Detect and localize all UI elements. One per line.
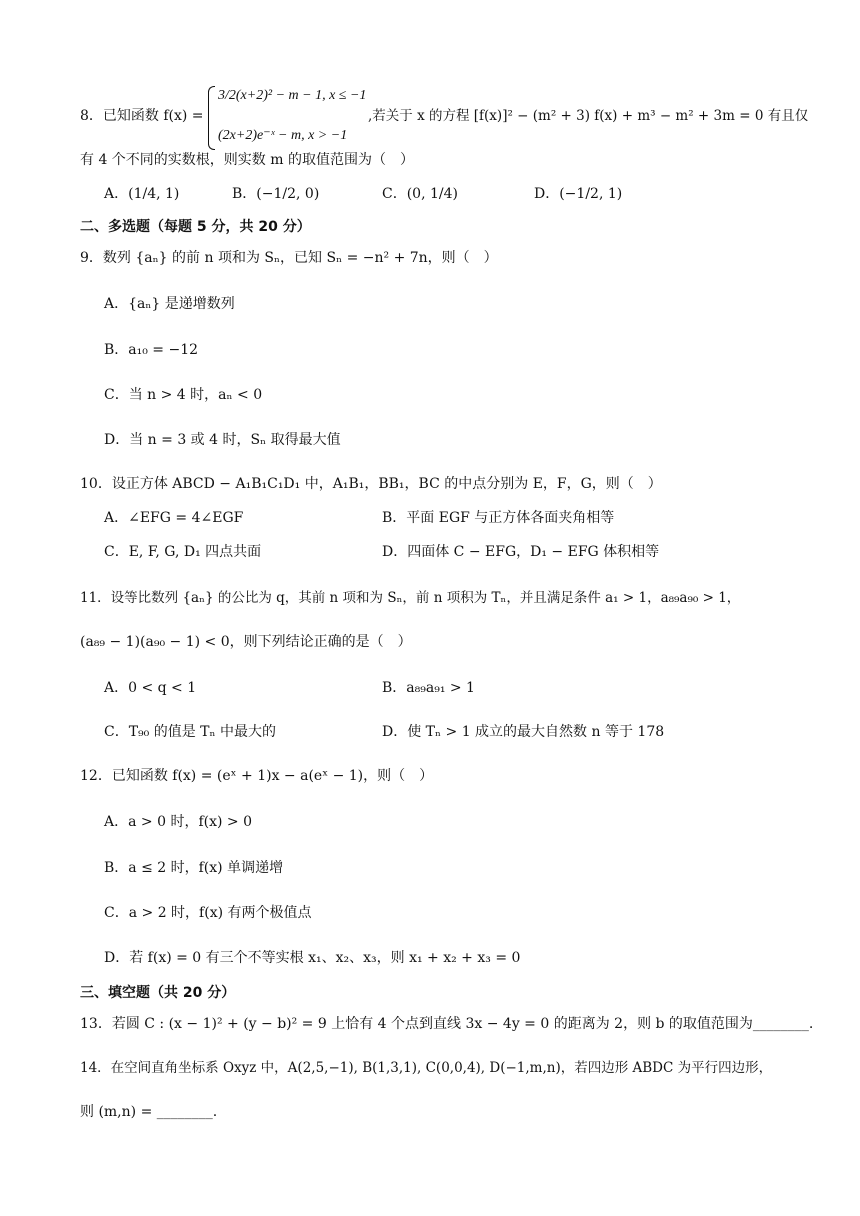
q11-option-a: A．0 < q < 1: [104, 680, 197, 696]
q14-line1: 14．在空间直角坐标系 Oxyz 中，A(2,5,−1), B(1,3,1), C(0,0,4), D(−1,m,n)，若四边形 ABDC 为平行四边形，: [80, 1060, 773, 1076]
q13-text: 13．若圆 C : (x − 1)² + (y − b)² = 9 上恰有 4 个点到直线 3x − 4y = 0 的距离为 2，则 b 的取值范围为________.: [80, 1016, 814, 1032]
q9-stem: 9．数列 {aₙ} 的前 n 项和为 Sₙ，已知 Sₙ = −n² + 7n，则（ ）: [80, 250, 498, 266]
q8-suffix: ,若关于 x 的方程 [f(x)]² − (m² + 3) f(x) + m³ − m² + 3m = 0 有且仅: [368, 108, 809, 124]
q9-option-b: B．a₁₀ = −12: [104, 342, 199, 358]
piecewise-brace: [208, 86, 215, 150]
q9-option-c: C．当 n > 4 时，aₙ < 0: [104, 387, 263, 403]
q10-option-b: B．平面 EGF 与正方体各面夹角相等: [382, 510, 615, 526]
section-heading-multiple-choice: 二、多选题（每题 5 分，共 20 分）: [80, 219, 311, 235]
q14-line2: 则 (m,n) = ________.: [80, 1104, 218, 1120]
q8-option-c: C．(0, 1/4): [382, 186, 458, 202]
q9-option-a: A．{aₙ} 是递增数列: [104, 296, 235, 312]
q8-prefix: 8．已知函数 f(x) =: [80, 108, 204, 124]
q10-option-c: C．E, F, G, D₁ 四点共面: [104, 544, 262, 560]
q10-stem: 10．设正方体 ABCD − A₁B₁C₁D₁ 中，A₁B₁，BB₁，BC 的中点分别为 E，F，G，则（ ）: [80, 476, 662, 492]
section-heading-fill-in: 三、填空题（共 20 分）: [80, 985, 236, 1001]
q12-option-c: C．a > 2 时，f(x) 有两个极值点: [104, 905, 312, 921]
q8-piece1: 3/2(x+2)² − m − 1, x ≤ −1: [218, 88, 367, 103]
q11-option-d: D．使 Tₙ > 1 成立的最大自然数 n 等于 178: [382, 724, 665, 740]
q12-option-b: B．a ≤ 2 时，f(x) 单调递增: [104, 860, 284, 876]
q8-option-b: B．(−1/2, 0): [232, 186, 320, 202]
q8-option-d: D．(−1/2, 1): [534, 186, 623, 202]
q8-line2: 有 4 个不同的实数根，则实数 m 的取值范围为（ ）: [80, 152, 414, 168]
q12-option-a: A．a > 0 时，f(x) > 0: [104, 814, 252, 830]
q9-option-d: D．当 n = 3 或 4 时，Sₙ 取得最大值: [104, 432, 341, 448]
q8-option-a: A．(1/4, 1): [104, 186, 180, 202]
q11-stem-line1: 11．设等比数列 {aₙ} 的公比为 q，其前 n 项和为 Sₙ，前 n 项积为 Tₙ，并且满足条件 a₁ > 1，a₈₉a₉₀ > 1，: [80, 590, 741, 606]
q11-option-c: C．T₉₀ 的值是 Tₙ 中最大的: [104, 724, 277, 740]
q12-option-d: D．若 f(x) = 0 有三个不等实根 x₁、x₂、x₃，则 x₁ + x₂ + x₃ = 0: [104, 950, 521, 966]
q10-option-d: D．四面体 C − EFG，D₁ − EFG 体积相等: [382, 544, 660, 560]
q10-option-a: A．∠EFG = 4∠EGF: [104, 510, 244, 526]
q11-option-b: B．a₈₉a₉₁ > 1: [382, 680, 475, 696]
q8-piece2: (2x+2)e⁻ˣ − m, x > −1: [218, 128, 348, 143]
q11-stem-line2: (a₈₉ − 1)(a₉₀ − 1) < 0，则下列结论正确的是（ ）: [80, 634, 412, 650]
q12-stem: 12．已知函数 f(x) = (eˣ + 1)x − a(eˣ − 1)，则（ ）: [80, 768, 434, 784]
